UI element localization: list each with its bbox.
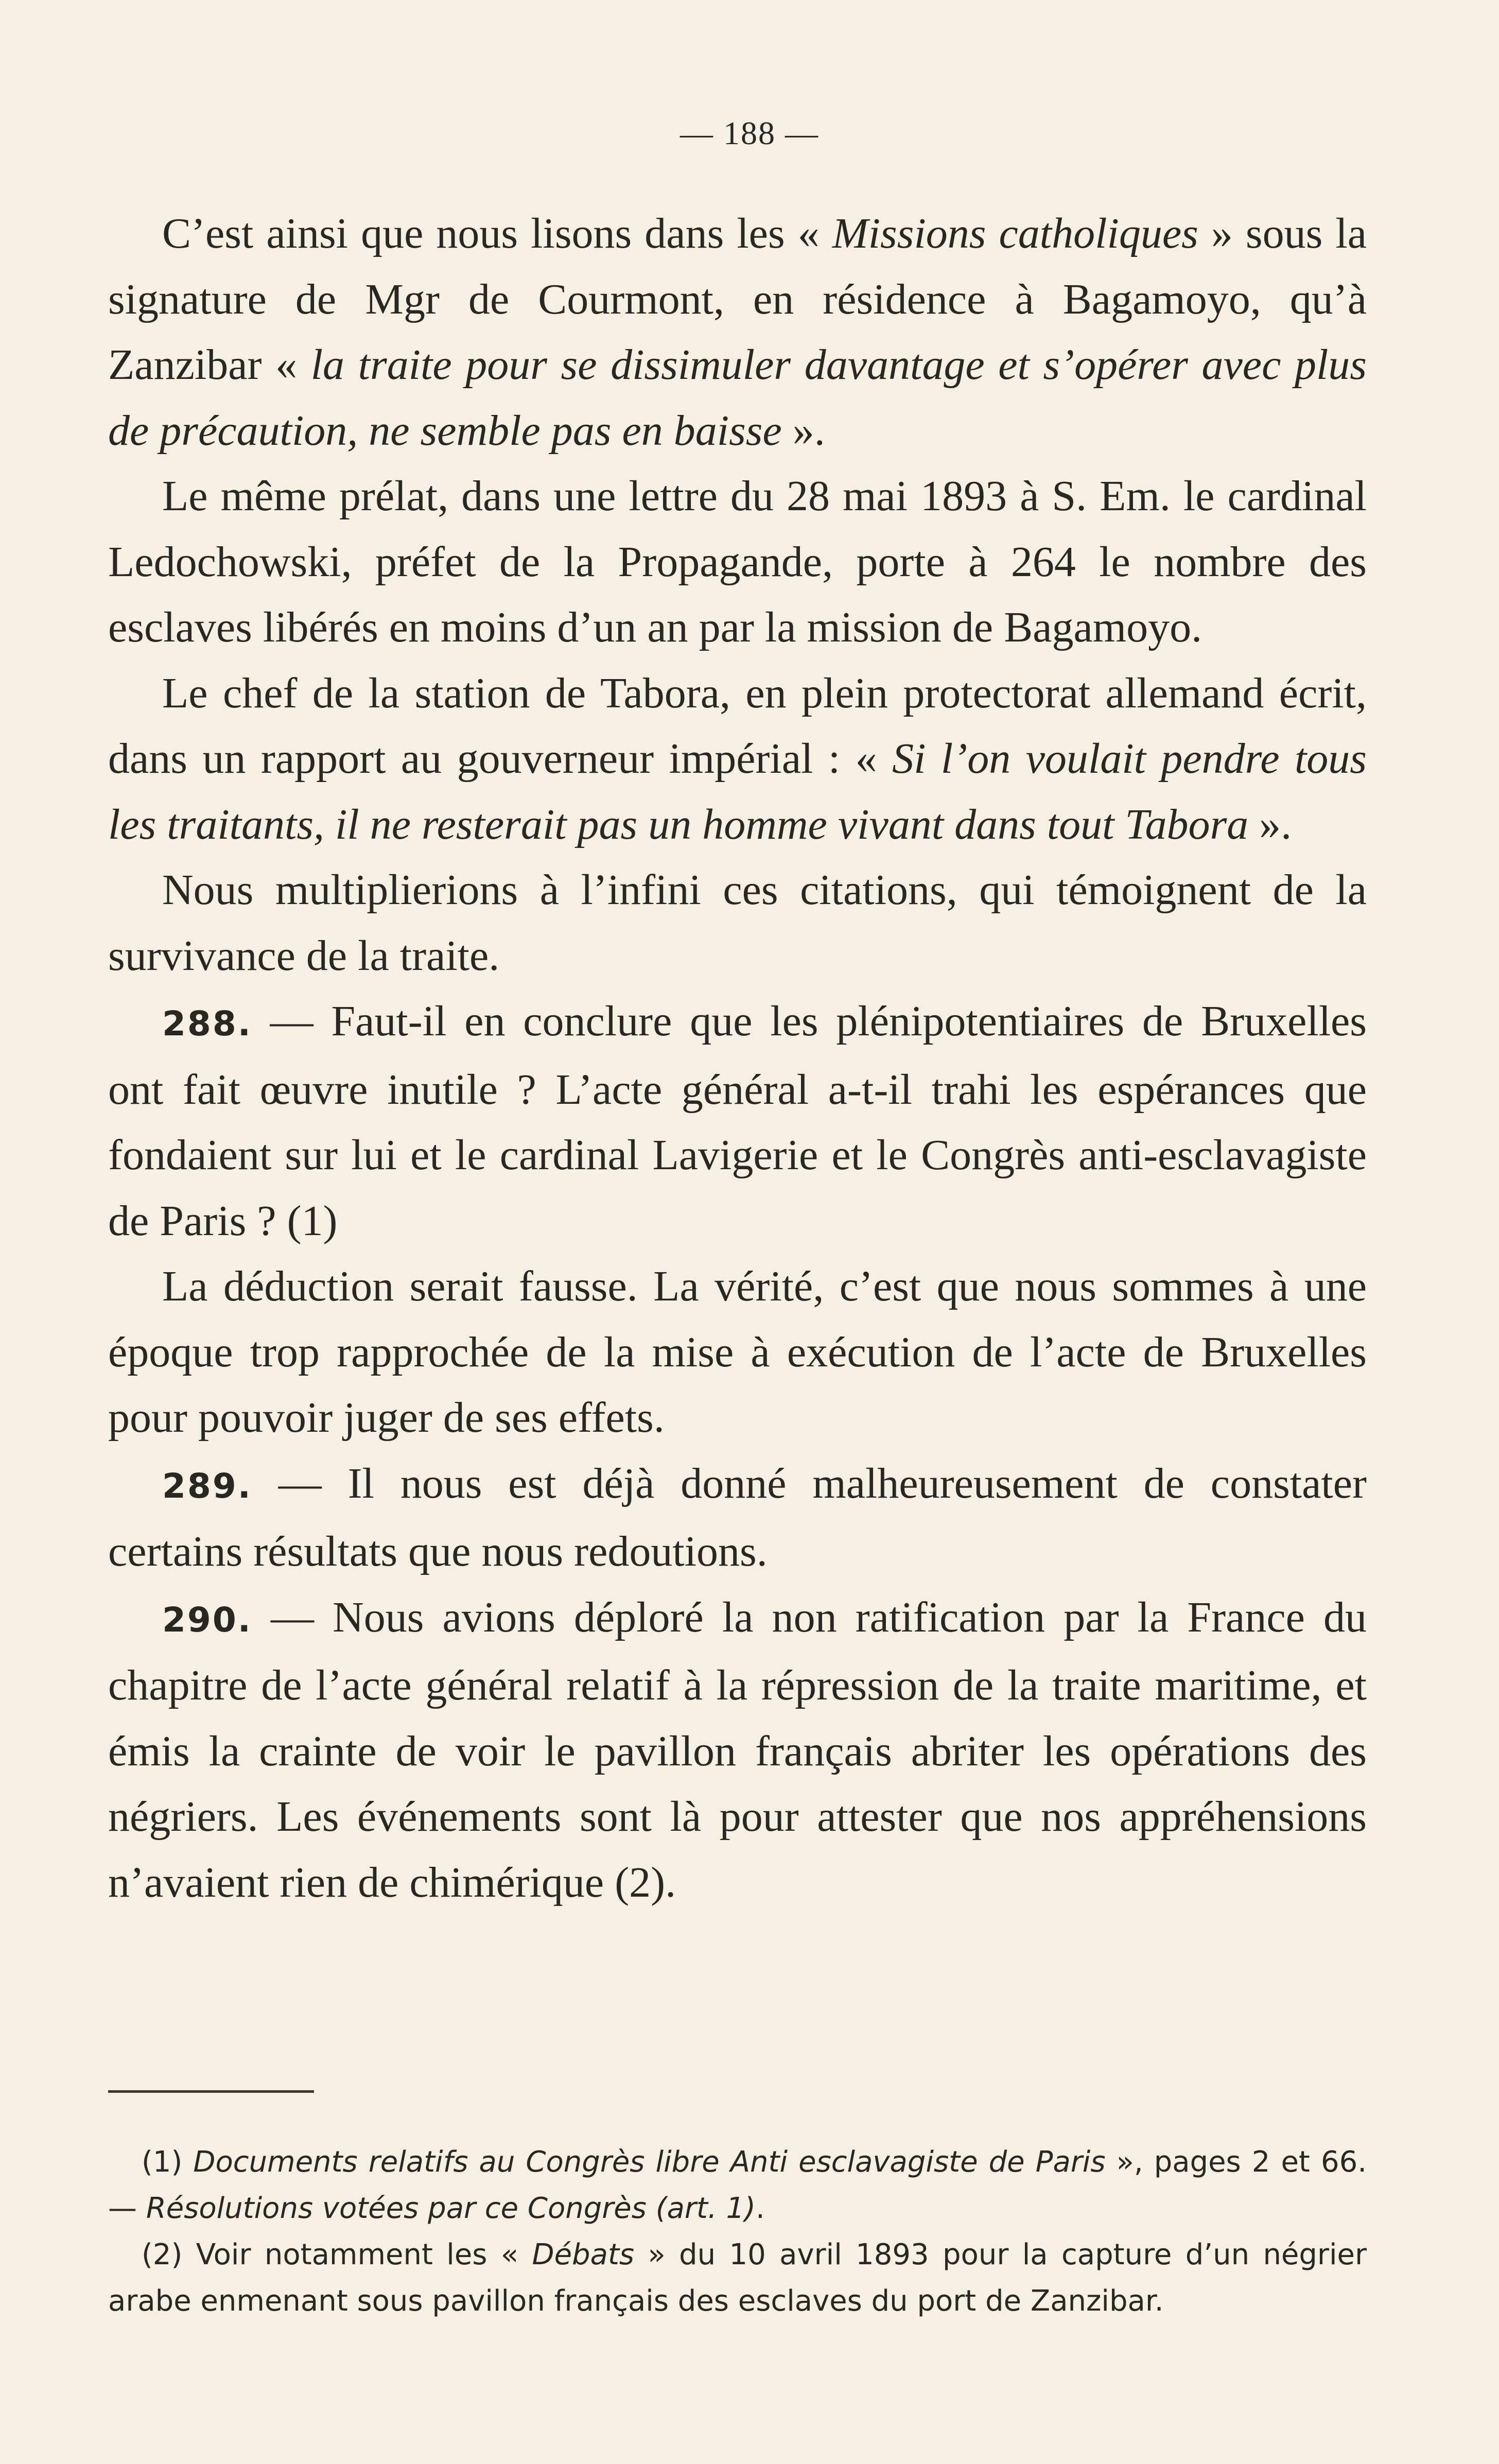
text-run: ». bbox=[1248, 800, 1292, 848]
paragraph-missions bbox=[108, 201, 1367, 463]
italic-run: Missions catholiques bbox=[832, 210, 1198, 257]
text-run: . bbox=[755, 2192, 765, 2225]
text-run: » du 10 avril 1893 pour la capture d’un négrier arabe enmenant sous pavillon français des esclaves du port de Zanzibar. bbox=[108, 2238, 1367, 2318]
paragraph-prelat: Le même prélat, dans une lettre du 28 mai 1893 à S. Em. le cardinal Ledochowski, préfet de la Propagande, porte à 264 le nombre des esclaves libérés en moins d’un an par la mission de Bagamoyo. bbox=[108, 472, 1367, 651]
page-number: — 188 — bbox=[680, 115, 819, 151]
paragraph-deduction: La déduction serait fausse. La vérité, c’est que nous sommes à une époque trop rapprochée de la mise à exécution de l’acte de Bruxelles pour pouvoir juger de ses effets. bbox=[108, 1262, 1367, 1442]
footnote-2 bbox=[108, 2232, 1367, 2324]
italic-quote: Si l’on voulait pendre tous les traitants, il ne resterait pas un homme vivant dans tout Tabora bbox=[108, 735, 1367, 848]
text-run: ». bbox=[781, 406, 825, 455]
text-run: » sous la signature de Mgr de Courmont, en résidence à Bagamoyo, qu’à Zanzibar « bbox=[108, 210, 1367, 389]
footnote-rule bbox=[108, 2090, 314, 2093]
text-run: C’est ainsi que nous lisons dans les « bbox=[162, 210, 832, 257]
text-run: (1) bbox=[142, 2145, 194, 2179]
italic-run: Résolutions votées par ce Congrès (art. 1) bbox=[146, 2192, 756, 2225]
section-number: 288. bbox=[162, 1004, 252, 1044]
italic-run: Débats bbox=[532, 2238, 635, 2271]
paragraph-tabora bbox=[108, 661, 1367, 858]
text-run: — Nous avions déploré la non ratification par la France du chapitre de l’acte général relatif à la répression de la traite maritime, et émis la crainte de voir le pavillon français abriter les opérations des négriers. Les événements sont là pour attester que nos appréhensions n’avaient rien de chimérique (2). bbox=[108, 1593, 1367, 1906]
paragraph-citations: Nous multiplierions à l’infini ces citations, qui témoignent de la survivance de la traite. bbox=[108, 866, 1367, 980]
body-text bbox=[108, 201, 1367, 1915]
text-run: », pages 2 et 66. — bbox=[108, 2145, 1367, 2225]
footnote-1 bbox=[108, 2139, 1367, 2232]
text-run: — Il nous est déjà donné malheureusement de constater certains résultats que nous redoutions. bbox=[108, 1459, 1367, 1575]
italic-run: Documents relatifs au Congrès libre Anti esclavagiste de Paris bbox=[193, 2145, 1106, 2179]
paragraph-290 bbox=[108, 1585, 1367, 1916]
text-run: (2) Voir notamment les « bbox=[142, 2238, 532, 2271]
text-run: Le chef de la station de Tabora, en plein protectorat allemand écrit, dans un rapport au gouverneur impérial : « bbox=[108, 669, 1367, 783]
text-run: — Faut-il en conclure que les plénipotentiaires de Bruxelles ont fait œuvre inutile ? L’acte général a-t-il trahi les espérances que fondaient sur lui et le cardinal Lavigerie et le Congrès anti-esclavagiste de Paris ? (1) bbox=[108, 997, 1367, 1245]
italic-quote: la traite pour se dissimuler davantage et s’opérer avec plus de précaution, ne semble pas en baisse bbox=[108, 341, 1367, 455]
footnotes bbox=[108, 2139, 1367, 2324]
paragraph-289 bbox=[108, 1451, 1367, 1585]
section-number: 289. bbox=[162, 1466, 252, 1506]
section-number: 290. bbox=[162, 1600, 252, 1640]
paragraph-288 bbox=[108, 988, 1367, 1254]
